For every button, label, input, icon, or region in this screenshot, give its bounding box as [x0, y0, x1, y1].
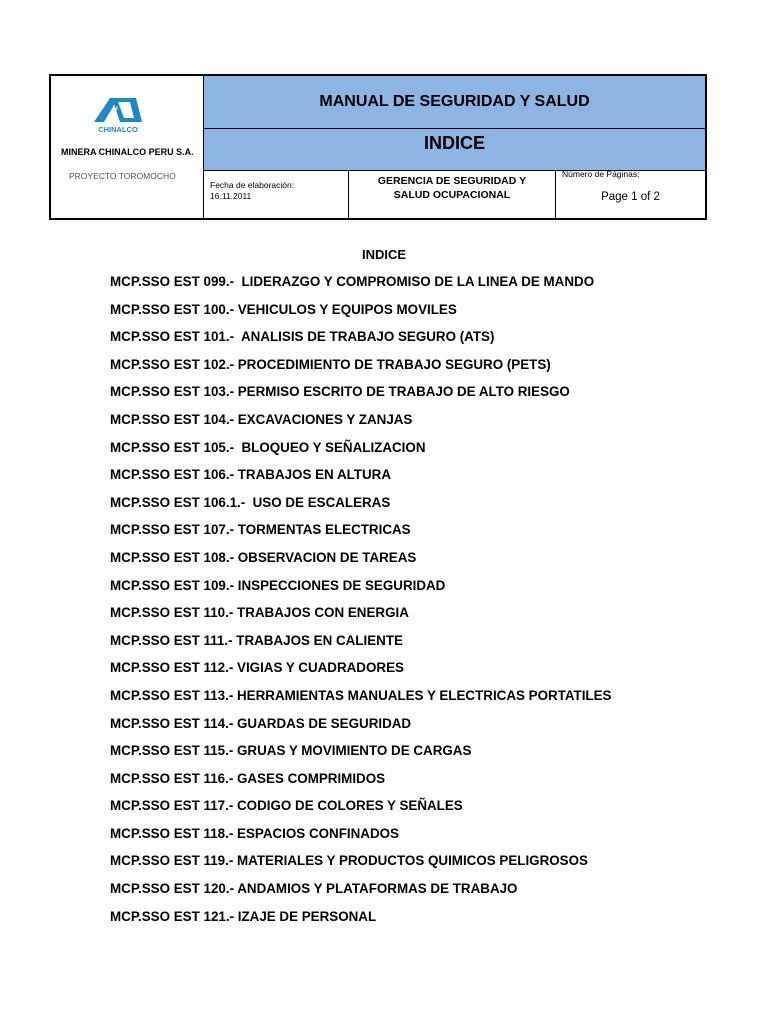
section-title: INDICE: [204, 129, 705, 171]
date-label: Fecha de elaboración:: [210, 180, 295, 190]
document-header-table: [49, 74, 707, 220]
pages-value: Page 1 of 2: [601, 191, 660, 203]
index-entry: MCP.SSO EST 108.- OBSERVACION DE TAREAS: [110, 549, 417, 565]
index-entry: MCP.SSO EST 110.- TRABAJOS CON ENERGIA: [110, 605, 409, 621]
logo-wordmark: CHINALCO: [98, 125, 138, 134]
index-entry: MCP.SSO EST 102.- PROCEDIMIENTO DE TRABAJO SEGURO (PETS): [110, 356, 551, 372]
index-entry: MCP.SSO EST 111.- TRABAJOS EN CALIENTE: [110, 632, 403, 648]
index-entry: MCP.SSO EST 120.- ANDAMIOS Y PLATAFORMAS DE TRABAJO: [110, 881, 518, 897]
date-value: 16.11.2011: [210, 191, 252, 201]
index-entry: MCP.SSO EST 121.- IZAJE DE PERSONAL: [110, 908, 377, 924]
project-name: PROYECTO TOROMOCHO: [69, 171, 176, 181]
index-entry: MCP.SSO EST 109.- INSPECCIONES DE SEGURIDAD: [110, 577, 446, 593]
index-entry: MCP.SSO EST 112.- VIGIAS Y CUADRADORES: [110, 660, 404, 676]
date-cell: [204, 171, 349, 218]
index-list: [110, 274, 611, 936]
index-entry: MCP.SSO EST 100.- VEHICULOS Y EQUIPOS MOVILES: [110, 301, 457, 317]
index-entry: MCP.SSO EST 117.- CODIGO DE COLORES Y SEÑALES: [110, 798, 463, 814]
index-entry: MCP.SSO EST 103.- PERMISO ESCRITO DE TRABAJO DE ALTO RIESGO: [110, 384, 570, 400]
index-entry: MCP.SSO EST 104.- EXCAVACIONES Y ZANJAS: [110, 411, 413, 427]
chinalco-logo: [92, 92, 144, 136]
index-entry: MCP.SSO EST 099.- LIDERAZGO Y COMPROMISO DE LA LINEA DE MANDO: [110, 274, 595, 289]
index-entry: MCP.SSO EST 114.- GUARDAS DE SEGURIDAD: [110, 715, 412, 731]
index-entry: MCP.SSO EST 118.- ESPACIOS CONFINADOS: [110, 825, 399, 841]
company-logo-cell: [51, 76, 204, 218]
index-heading: INDICE: [361, 247, 407, 262]
index-entry: MCP.SSO EST 105.- BLOQUEO Y SEÑALIZACION: [110, 439, 426, 455]
index-entry: MCP.SSO EST 101.- ANALISIS DE TRABAJO SEGURO (ATS): [110, 329, 495, 345]
index-entry: MCP.SSO EST 106.- TRABAJOS EN ALTURA: [110, 467, 391, 483]
index-entry: MCP.SSO EST 115.- GRUAS Y MOVIMIENTO DE CARGAS: [110, 743, 472, 759]
department-cell: [349, 171, 556, 218]
index-entry: MCP.SSO EST 113.- HERRAMIENTAS MANUALES Y ELECTRICAS PORTATILES: [110, 687, 612, 703]
index-entry: MCP.SSO EST 106.1.- USO DE ESCALERAS: [110, 494, 391, 510]
index-entry: MCP.SSO EST 119.- MATERIALES Y PRODUCTOS QUIMICOS PELIGROSOS: [110, 853, 588, 869]
index-entry: MCP.SSO EST 107.- TORMENTAS ELECTRICAS: [110, 522, 411, 538]
pages-label: Número de Páginas:: [562, 169, 640, 179]
pages-cell: [556, 171, 705, 218]
department-line-2: SALUD OCUPACIONAL: [393, 189, 511, 201]
department-line-1: GERENCIA DE SEGURIDAD Y: [377, 175, 527, 187]
manual-title: MANUAL DE SEGURIDAD Y SALUD: [204, 76, 705, 129]
company-name: MINERA CHINALCO PERU S.A.: [61, 147, 194, 157]
index-entry: MCP.SSO EST 116.- GASES COMPRIMIDOS: [110, 770, 386, 786]
